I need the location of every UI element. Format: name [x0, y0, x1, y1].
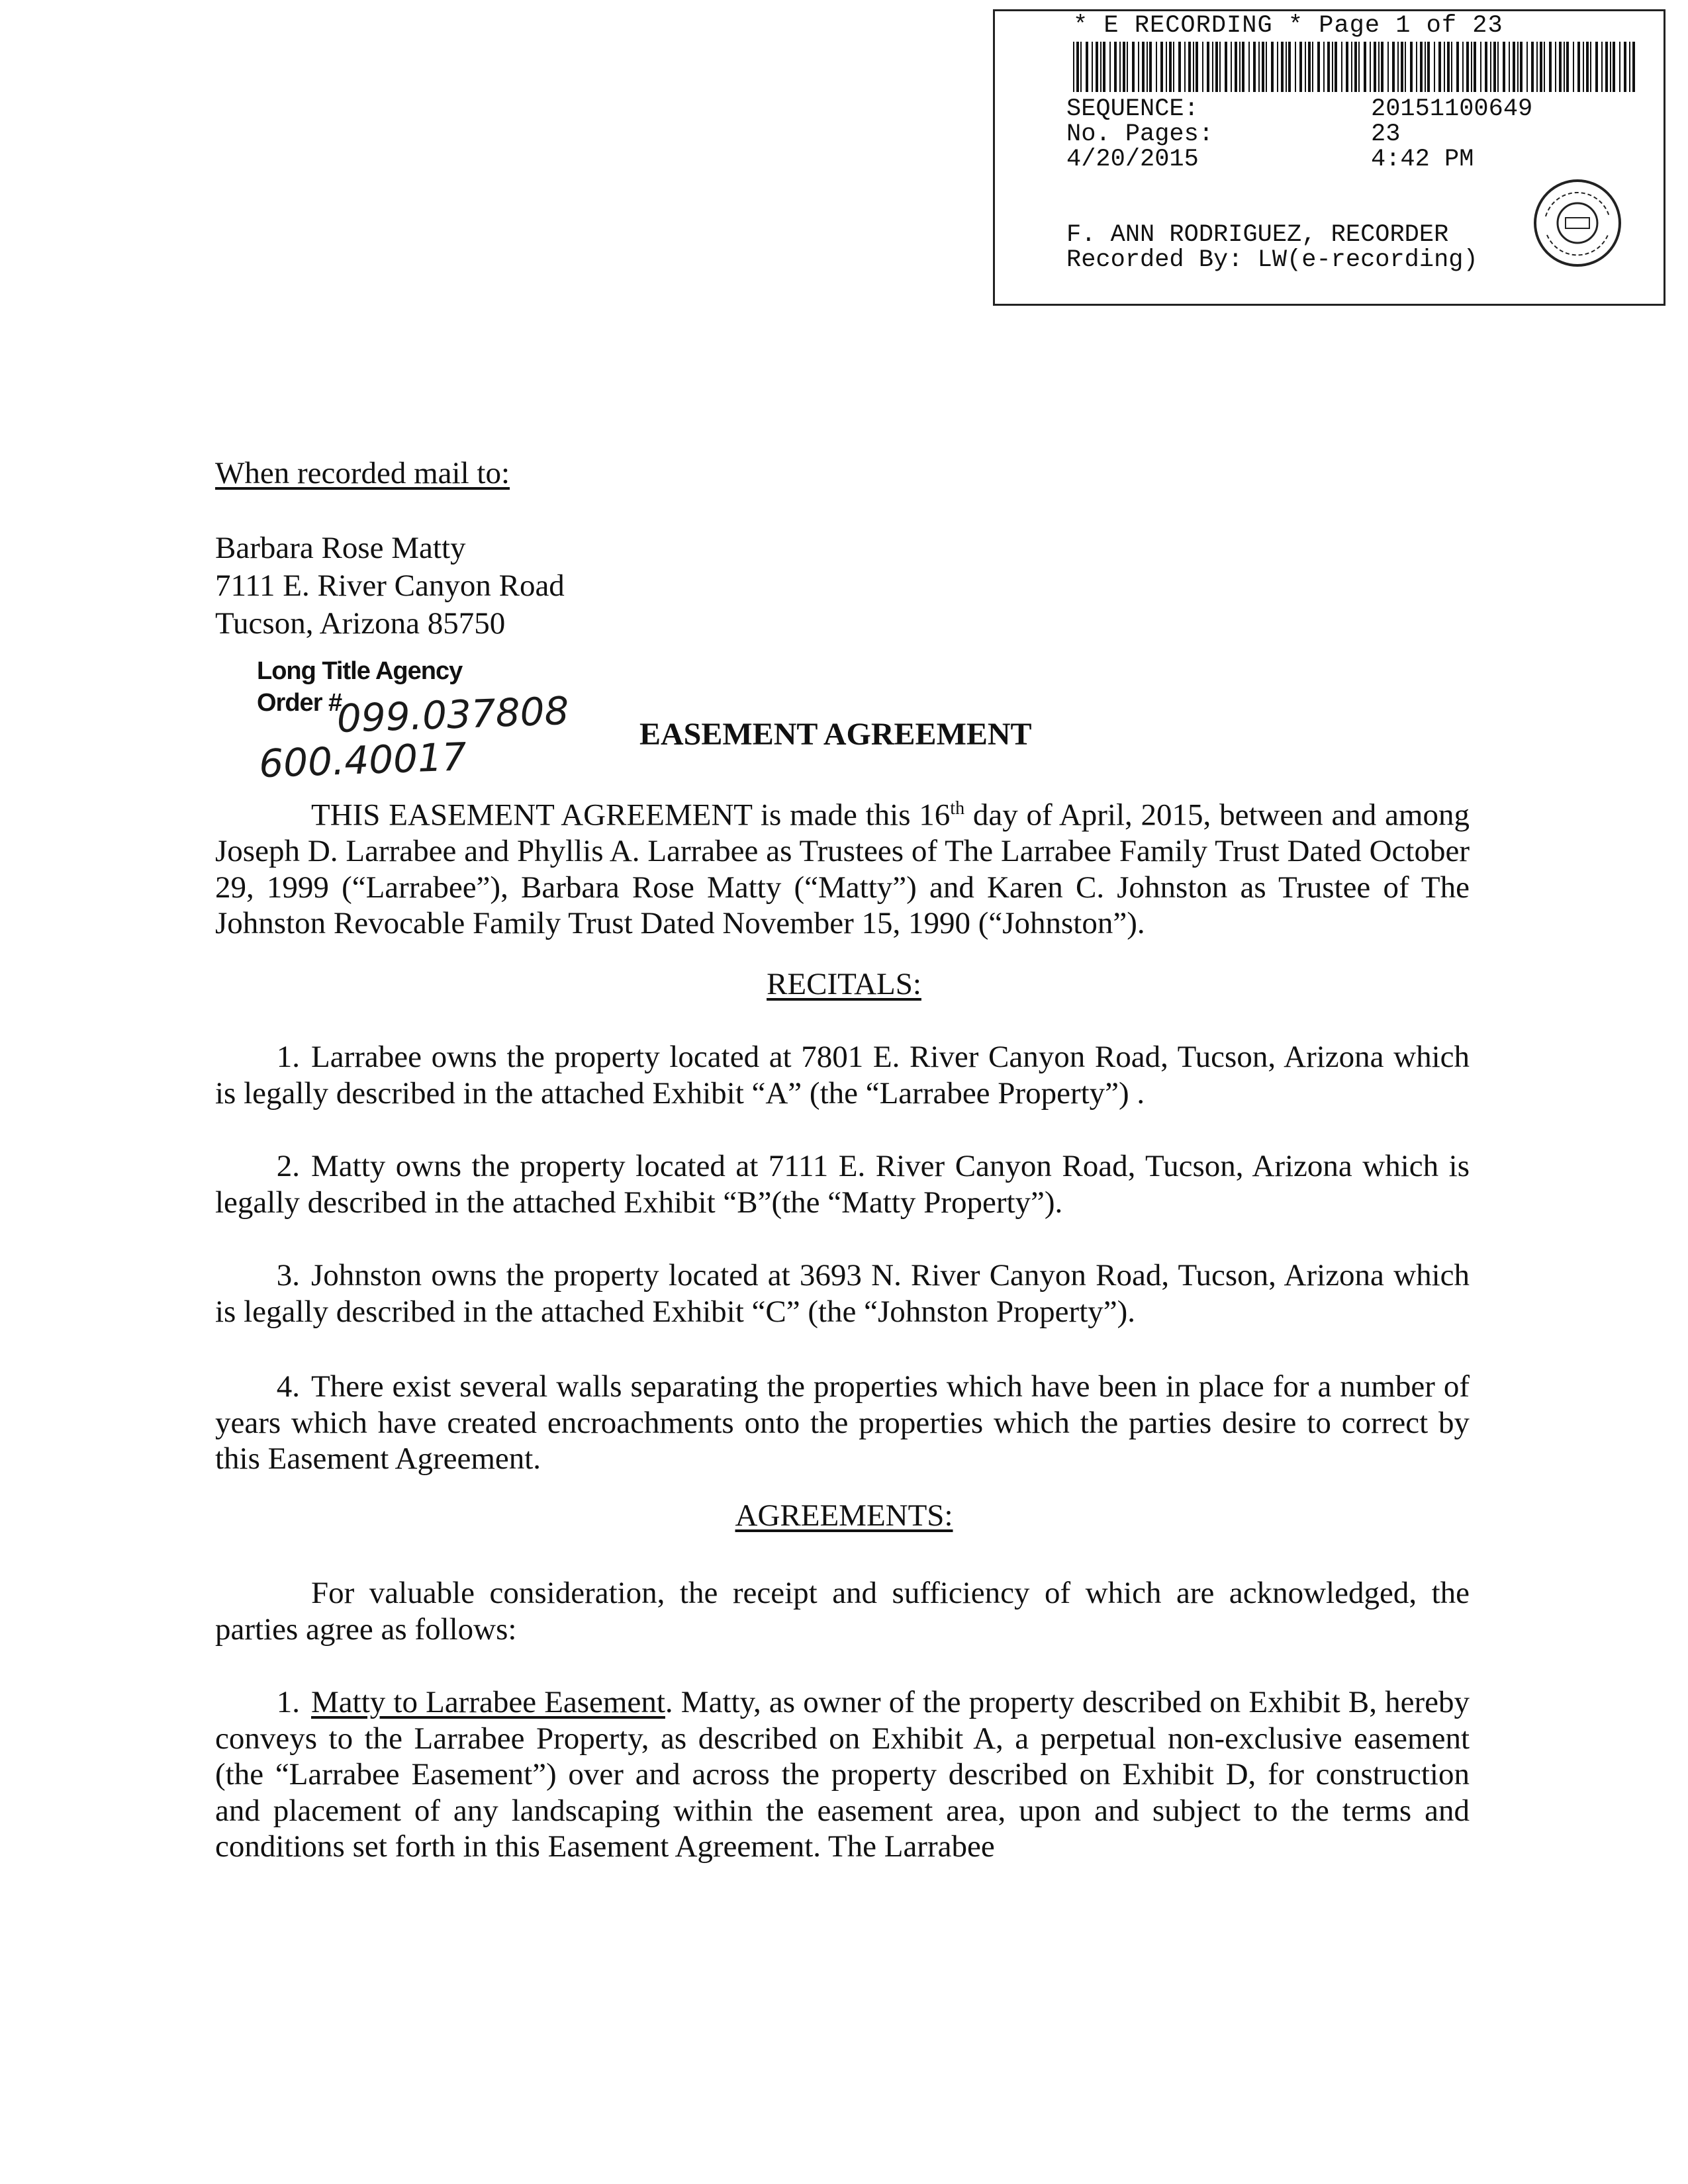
recording-time: 4:42 PM — [1371, 146, 1474, 173]
recital-text: Johnston owns the property located at 3693 N. River Canyon Road, Tucson, Arizona which is legally described in the attached Exhibit “C” (the “Johnston Property”). — [215, 1258, 1470, 1329]
recital-number: 2. — [276, 1149, 300, 1183]
recital-item — [215, 1369, 1470, 1477]
agreements-intro: For valuable consideration, the receipt and sufficiency of which are acknowledged, the parties agree as follows: — [215, 1576, 1470, 1647]
sequence-value: 20151100649 — [1371, 95, 1533, 123]
mail-to-city: Tucson, Arizona 85750 — [215, 606, 506, 641]
pages-label: No. Pages: — [1066, 120, 1214, 148]
recital-number: 1. — [276, 1040, 300, 1074]
recital-text: There exist several walls separating the properties which have been in place for a number of years which have created encroachments onto the properties which the parties desire to correct by this Easement Agreement. — [215, 1369, 1470, 1476]
county-recorder-seal-icon — [1531, 177, 1624, 269]
recital-number: 4. — [276, 1369, 300, 1404]
agreement-text: . Matty, as owner of the property described on Exhibit B, hereby conveys to the Larrabee Property, as described on Exhibit A, a perpetual non-exclusive easement (the “Larrabee Easement”) over and across the property described on Exhibit D, for construction and placement of any landscaping within the easement area, upon and subject to the terms and conditions set forth in this Easement Agreement. The Larrabee — [215, 1685, 1470, 1864]
intro-paragraph — [215, 791, 1470, 942]
recording-header: * E RECORDING * Page 1 of 23 — [1073, 12, 1503, 40]
recorded-by: Recorded By: LW(e-recording) — [1066, 246, 1478, 274]
handwritten-order-numbers — [257, 690, 571, 785]
intro-superscript: th — [950, 798, 965, 819]
recital-text: Larrabee owns the property located at 7801 E. River Canyon Road, Tucson, Arizona which is legally described in the attached Exhibit “A” (the “Larrabee Property”) . — [215, 1040, 1470, 1111]
agency-order-label: Order # — [257, 689, 342, 717]
agreement-number: 1. — [276, 1685, 300, 1719]
recording-stamp — [993, 9, 1665, 306]
mail-to-name: Barbara Rose Matty — [215, 531, 466, 565]
recital-text: Matty owns the property located at 7111 E. River Canyon Road, Tucson, Arizona which is legally described in the attached Exhibit “B”(the “Matty Property”). — [215, 1149, 1470, 1220]
recital-item — [215, 1148, 1470, 1220]
recital-number: 3. — [276, 1258, 300, 1293]
agency-name: Long Title Agency — [257, 657, 463, 685]
mail-to-label: When recorded mail to: — [215, 456, 510, 490]
handwritten-file-number: 600.40017 — [258, 734, 467, 787]
barcode-icon — [1073, 42, 1636, 92]
sequence-label: SEQUENCE: — [1066, 95, 1199, 123]
mail-to-street: 7111 E. River Canyon Road — [215, 569, 565, 603]
agreement-heading: Matty to Larrabee Easement — [311, 1685, 665, 1719]
handwritten-order-number: 099.037808 — [336, 688, 570, 742]
agreement-item-1 — [215, 1684, 1470, 1865]
intro-text-rest: day of April, 2015, between and among Joseph D. Larrabee and Phyllis A. Larrabee as Trustees of The Larrabee Family Trust Dated October 29, 1999 (“Larrabee”), Barbara Rose Matty (“Matty”) and Karen C. Johnston as Trustee of The Johnston Revocable Family Trust Dated November 15, 1990 (“Johnston”). — [215, 797, 1470, 941]
recitals-heading: RECITALS: — [767, 967, 921, 1001]
recording-date: 4/20/2015 — [1066, 146, 1199, 173]
recorder-name: F. ANN RODRIGUEZ, RECORDER — [1066, 221, 1449, 249]
pages-value: 23 — [1371, 120, 1401, 148]
recital-item — [215, 1039, 1470, 1111]
intro-text-start: THIS EASEMENT AGREEMENT is made this 16 — [311, 797, 951, 833]
document-title: EASEMENT AGREEMENT — [639, 717, 1032, 752]
recital-item — [215, 1257, 1470, 1330]
agreements-heading: AGREEMENTS: — [735, 1498, 953, 1533]
